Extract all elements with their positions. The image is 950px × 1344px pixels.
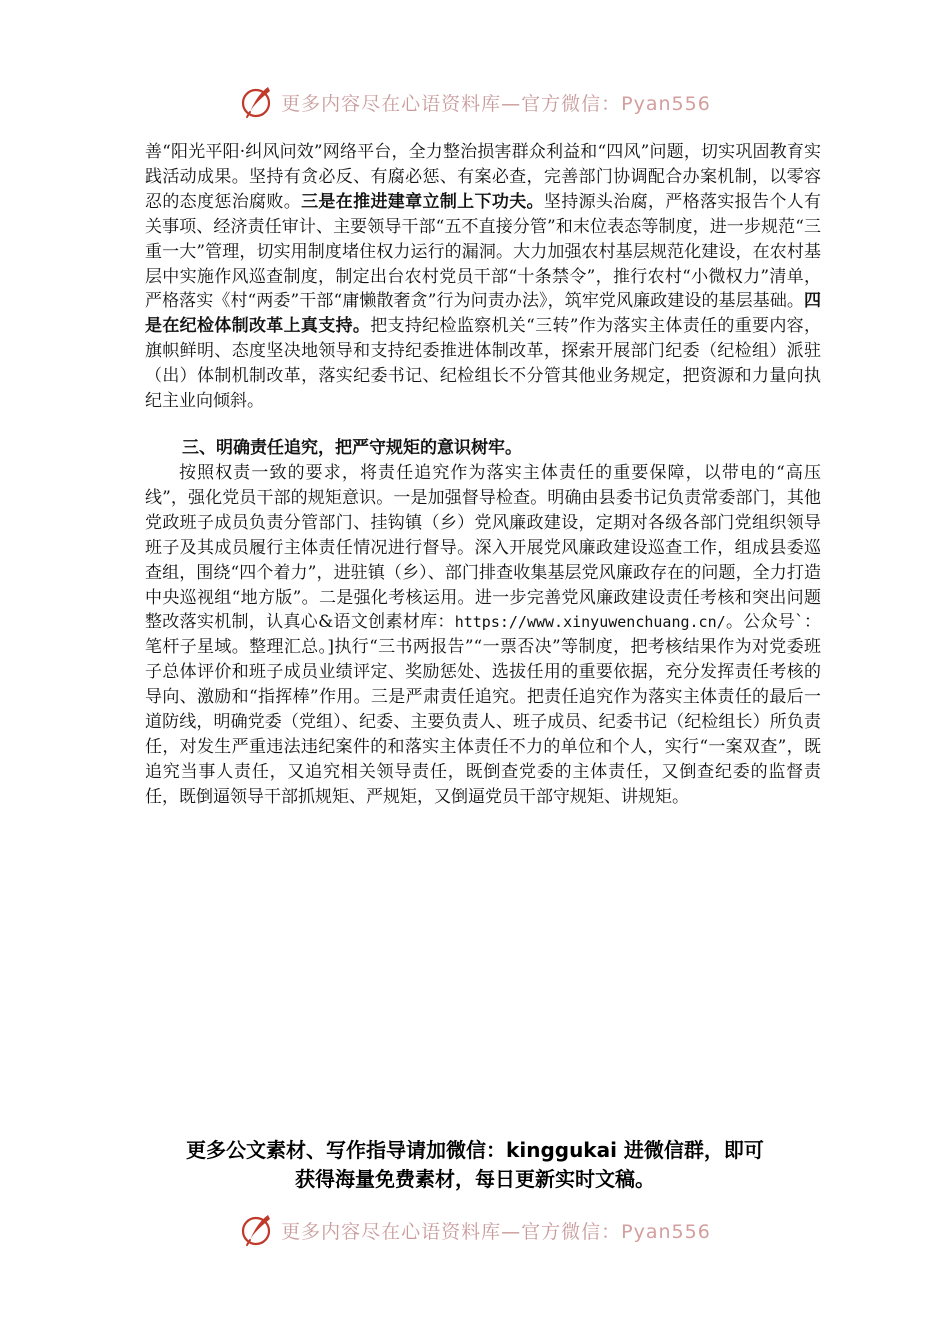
promo-line-2: 获得海量免费素材，每日更新实时文稿。 (295, 1167, 655, 1191)
quill-pen-icon (239, 1212, 275, 1248)
paragraph-continuation: 善“阳光平阳·纠风问效”网络平台，全力整治损害群众利益和“四风”问题，切实巩固教育实践活动成果。坚持有贪必反、有腐必惩、有案必查，完善部门协调配合办案机制，以零容忍的态度惩治腐败。三是在推进建章立制上下功夫。坚持源头治腐，严格落实报告个人有关事项、经济责任审计、主要领导干部“五不直接分管”和末位表态等制度，进一步规范“三重一大”管理，切实用制度堵住权力运行的漏洞。大力加强农村基层规范化建设，在农村基层中实施作风巡查制度，制定出台农村党员干部“十条禁令”，推行农村“小微权力”清单，严格落实《村“两委”干部“庸懒散奢贪”行为问责办法》，筑牢党风廉政建设的基层基础。四是在纪检体制改革上真支持。把支持纪检监察机关“三转”作为落实主体责任的重要内容，旗帜鲜明、态度坚决地领导和支持纪委推进体制改革，探索开展部门纪委（纪检组）派驻（出）体制机制改革，落实纪委书记、纪检组长不分管其他业务规定，把资源和力量向执纪主业向倾斜。 (145, 142, 822, 412)
wechat-id: Pyan556 (621, 92, 711, 115)
section-three-paragraph: 按照权责一致的要求，将责任追究作为落实主体责任的重要保障，以带电的“高压线”，强化党员干部的规矩意识。一是加强督导检查。明确由县委书记负责常委部门，其他党政班子成员负责分管部门、挂钩镇（乡）党风廉政建设，定期对各级各部门党组织领导班子及其成员履行主体责任情况进行督导。深入开展党风廉政建设巡查工作，组成县委巡查组，围绕“四个着力”，进驻镇（乡）、部门排查收集基层党风廉政存在的问题，全力打造中央巡视组“地方版”。二是强化考核运用。进一步完善党风廉政建设责任考核和突出问题整改落实机制，认真心&语文创素材库：https://www.xinyuwenchuang.cn/。公众号`：笔杆子星域。整理汇总。]执行“三书两报告”“一票否决”等制度，把考核结果作为对党委班子总体评价和班子成员业绩评定、奖励惩处、选拔任用的重要依据，充分发挥责任考核的导向、激励和“指挥棒”作用。三是严肃责任追究。把责任追究作为落实主体责任的最后一道防线，明确党委（党组）、纪委、主要负责人、班子成员、纪委书记（纪检组长）所负责任，对发生严重违法违纪案件的和落实主体责任不力的单位和个人，实行“一案双查”，既追究当事人责任，又追究相关领导责任，既倒查党委的主体责任，又倒查纪委的监督责任，既倒逼领导干部抓规矩、严规矩，又倒逼党员干部守规矩、讲规矩。 (145, 462, 821, 807)
document-body (145, 140, 821, 810)
watermark-text: 更多内容尽在心语资料库—官方微信：Pyan556 (281, 92, 711, 115)
watermark-text: 更多内容尽在心语资料库—官方微信：Pyan556 (281, 1220, 711, 1243)
header-watermark (0, 82, 950, 122)
wechat-id: Pyan556 (621, 1220, 711, 1243)
promo-banner (0, 1136, 950, 1194)
footer-watermark (0, 1210, 950, 1250)
source-url: https://www.xinyuwenchuang.cn/ (454, 613, 726, 632)
promo-line-1: 更多公文素材、写作指导请加微信：kinggukai 进微信群，即可 (186, 1138, 764, 1162)
point-four-title: 四是在纪检体制改革上真支持。 (145, 291, 821, 337)
point-three-title: 三是在推进建章立制上下功夫。 (301, 191, 544, 212)
section-three-heading: 三、明确责任追究，把严守规矩的意识树牢。 (182, 437, 522, 458)
quill-pen-icon (239, 84, 275, 120)
